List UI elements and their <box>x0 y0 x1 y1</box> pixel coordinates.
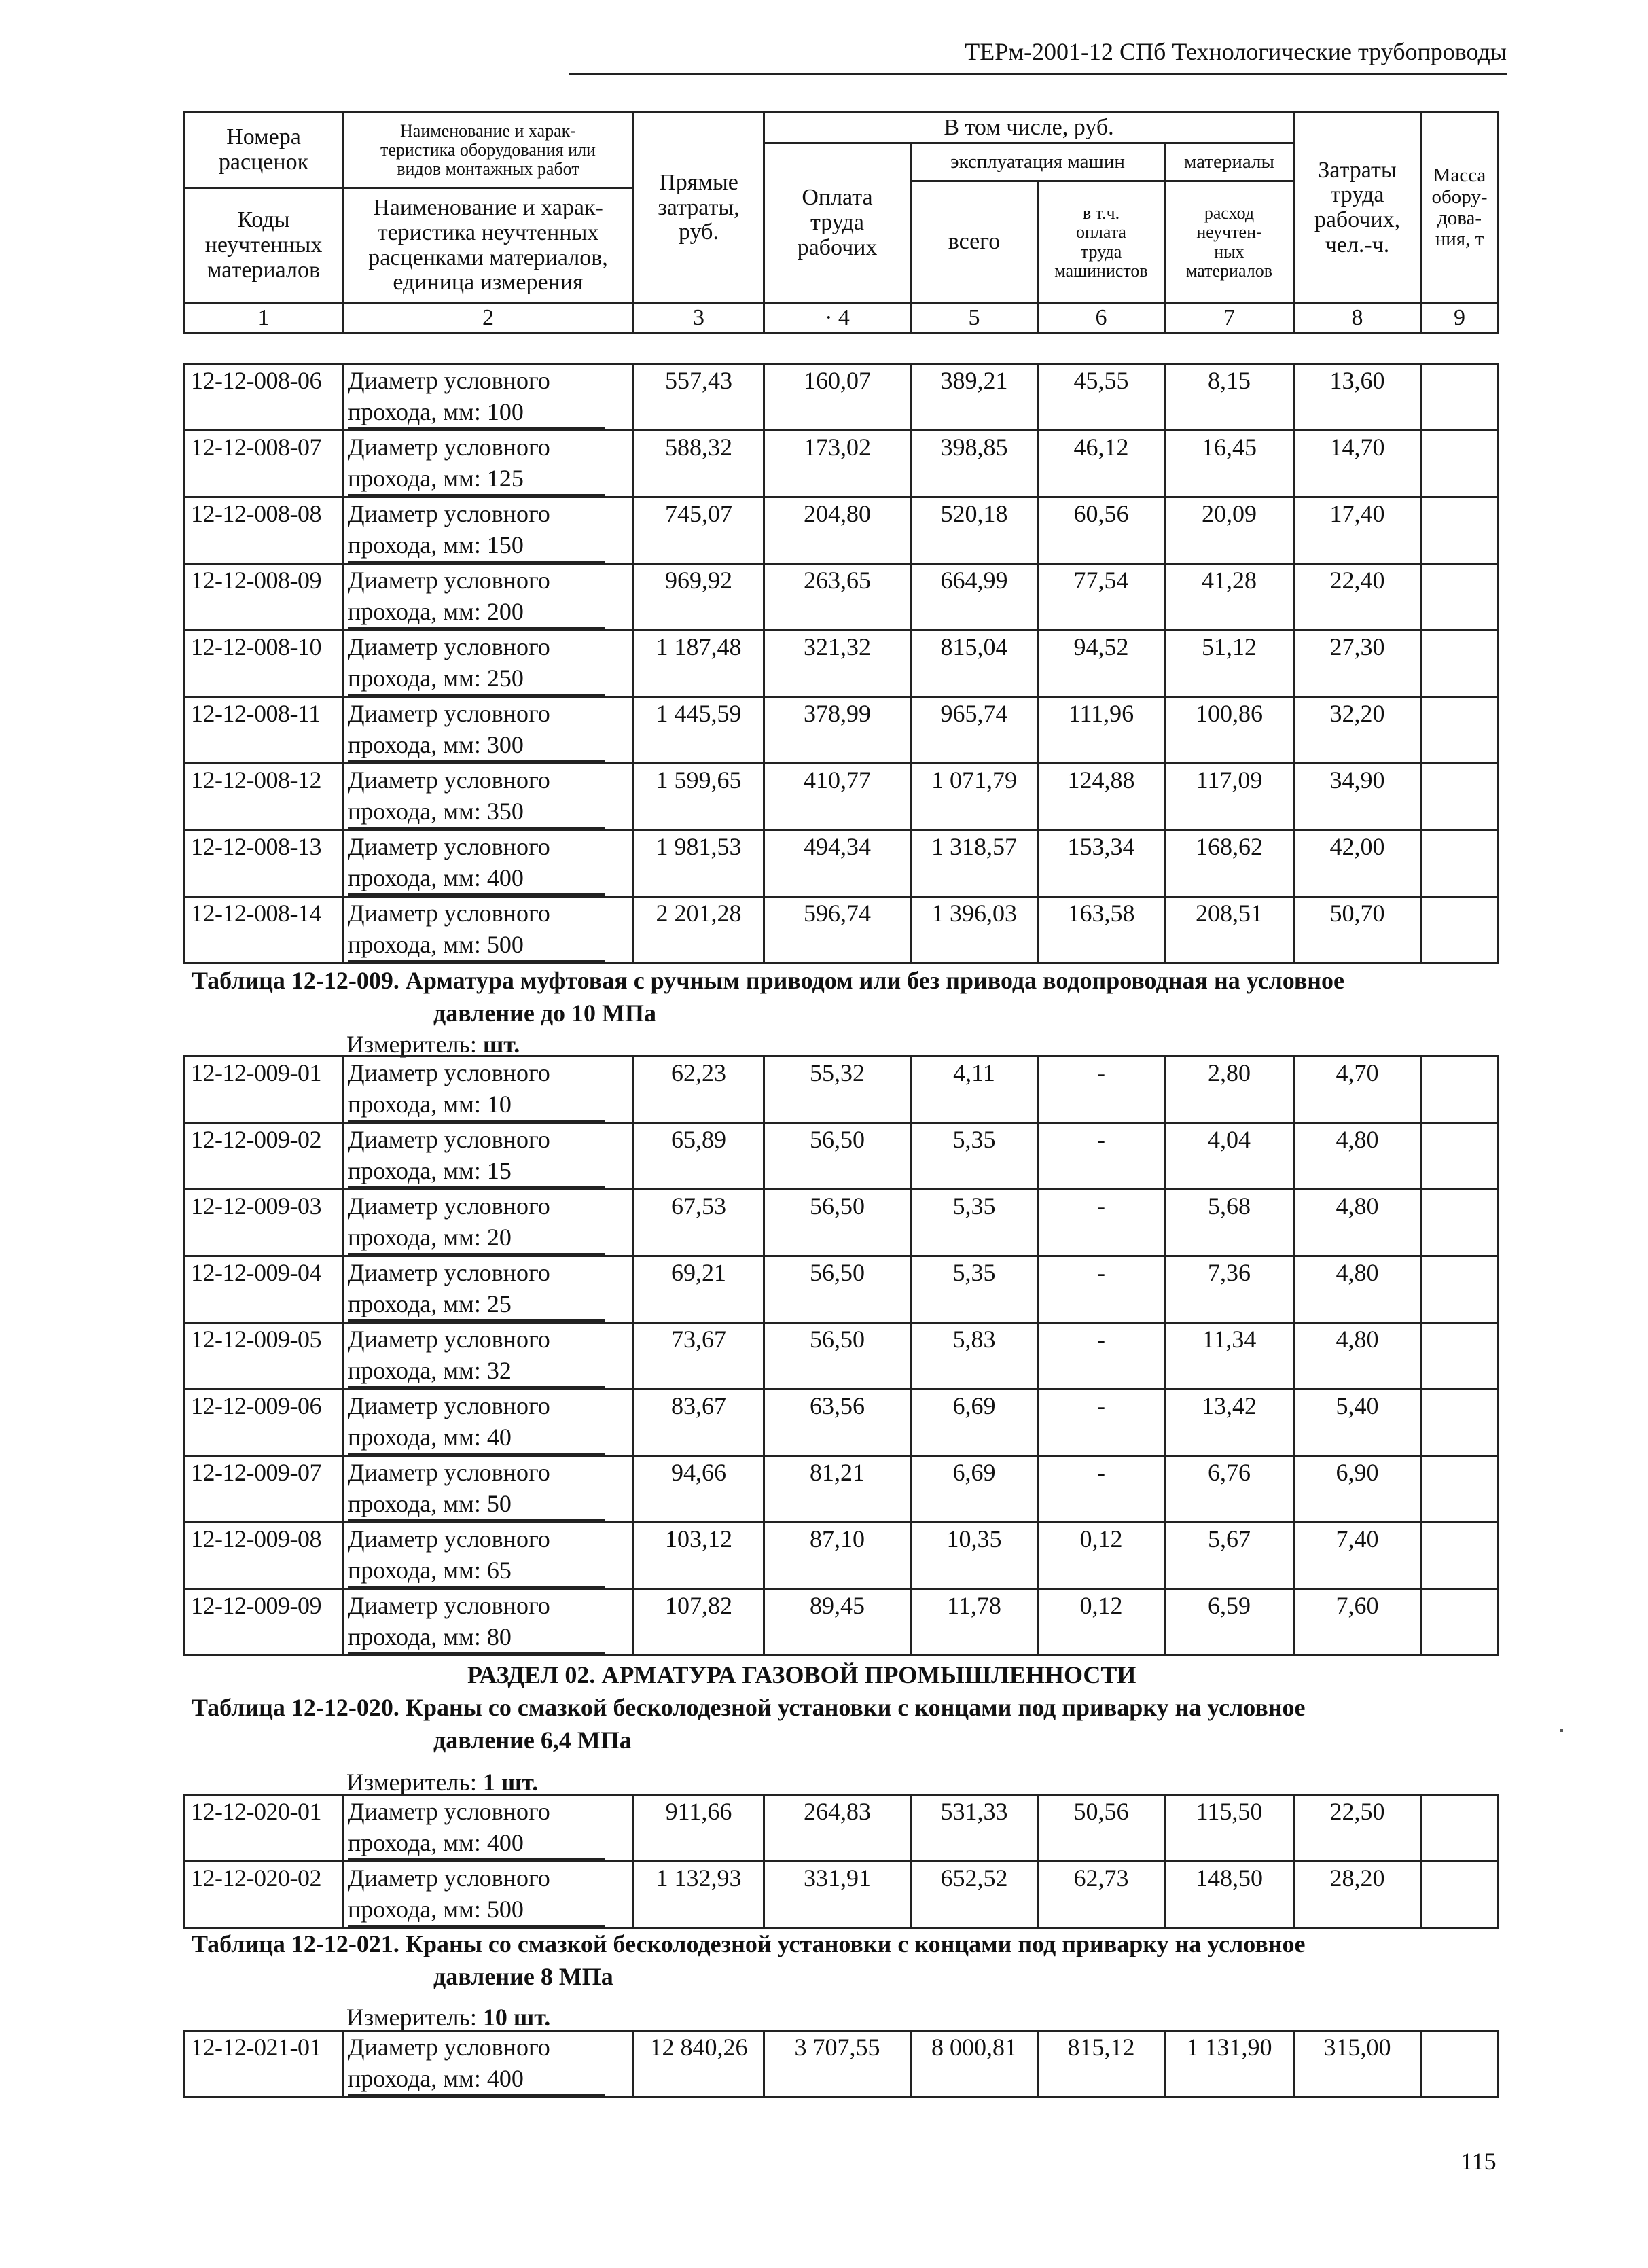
rate-code-cell: 12-12-009-09 <box>185 1589 343 1656</box>
value-cell-c9 <box>1421 1190 1499 1256</box>
col2-header-top: Наименование и харак- теристика оборудования или видов монтажных работ <box>343 113 634 188</box>
col-number: 1 <box>185 304 343 333</box>
value-cell-c7: 2,80 <box>1165 1057 1294 1123</box>
col-number: 6 <box>1038 304 1165 333</box>
value-cell-c4: 321,32 <box>764 631 911 697</box>
materials-subheader: материалы <box>1165 143 1294 181</box>
rate-code-cell: 12-12-020-02 <box>185 1862 343 1928</box>
rate-code-cell: 12-12-009-03 <box>185 1190 343 1256</box>
value-cell-c9 <box>1421 564 1499 631</box>
rate-name-line2: прохода, мм: 100 <box>348 396 605 429</box>
value-cell-c3: 1 187,48 <box>634 631 764 697</box>
rates-table-021 <box>183 2030 1499 2098</box>
value-cell-c9 <box>1421 497 1499 564</box>
value-cell-c6: 124,88 <box>1038 764 1165 830</box>
table-row <box>185 897 1499 963</box>
table-row <box>185 1323 1499 1389</box>
rate-code-cell: 12-12-020-01 <box>185 1795 343 1862</box>
value-cell-c9 <box>1421 1456 1499 1523</box>
value-cell-c7: 1 131,90 <box>1165 2031 1294 2097</box>
value-cell-c9 <box>1421 1795 1499 1862</box>
col4-header: Оплата труда рабочих <box>764 143 911 304</box>
rate-name-line2: прохода, мм: 300 <box>348 729 605 762</box>
col-number: · 4 <box>764 304 911 333</box>
value-cell-c4: 63,56 <box>764 1389 911 1456</box>
value-cell-c8: 4,80 <box>1294 1123 1421 1190</box>
value-cell-c7: 168,62 <box>1165 830 1294 897</box>
value-cell-c4: 264,83 <box>764 1795 911 1862</box>
value-cell-c9 <box>1421 830 1499 897</box>
value-cell-c7: 16,45 <box>1165 431 1294 497</box>
value-cell-c6: 111,96 <box>1038 697 1165 764</box>
rate-name-line2: прохода, мм: 500 <box>348 1894 605 1927</box>
value-cell-c4: 494,34 <box>764 830 911 897</box>
rate-name-line2: прохода, мм: 10 <box>348 1088 605 1122</box>
table-title: Таблица 12-12-009. Арматура муфтовая с ручным приводом или без привода водопроводная на условное <box>192 967 1345 994</box>
value-cell-c5: 5,83 <box>911 1323 1038 1389</box>
value-cell-c4: 3 707,55 <box>764 2031 911 2097</box>
rate-name-cell <box>343 1057 634 1123</box>
col-number: 8 <box>1294 304 1421 333</box>
value-cell-c3: 2 201,28 <box>634 897 764 963</box>
value-cell-c7: 100,86 <box>1165 697 1294 764</box>
value-cell-c6: 62,73 <box>1038 1862 1165 1928</box>
value-cell-c9 <box>1421 431 1499 497</box>
value-cell-c4: 204,80 <box>764 497 911 564</box>
rate-name-cell <box>343 697 634 764</box>
value-cell-c8: 13,60 <box>1294 364 1421 431</box>
rate-name-cell <box>343 897 634 963</box>
value-cell-c3: 107,82 <box>634 1589 764 1656</box>
table-title-continued: давление 8 МПа <box>433 1963 613 1990</box>
rate-code-cell: 12-12-008-11 <box>185 697 343 764</box>
rate-name-line2: прохода, мм: 50 <box>348 1488 605 1521</box>
value-cell-c5: 965,74 <box>911 697 1038 764</box>
col3-header: Прямые затраты, руб. <box>634 113 764 304</box>
rate-name-line1: Диаметр условного <box>348 1326 550 1353</box>
value-cell-c6: - <box>1038 1057 1165 1123</box>
value-cell-c6: 77,54 <box>1038 564 1165 631</box>
col-number: 2 <box>343 304 634 333</box>
rate-name-line1: Диаметр условного <box>348 633 550 660</box>
value-cell-c9 <box>1421 364 1499 431</box>
rate-name-line1: Диаметр условного <box>348 1059 550 1086</box>
table-row <box>185 1256 1499 1323</box>
value-cell-c4: 331,91 <box>764 1862 911 1928</box>
value-cell-c5: 11,78 <box>911 1589 1038 1656</box>
rate-code-cell: 12-12-009-02 <box>185 1123 343 1190</box>
value-cell-c8: 5,40 <box>1294 1389 1421 1456</box>
rate-name-cell <box>343 364 634 431</box>
column-header-table <box>183 111 1499 334</box>
value-cell-c3: 67,53 <box>634 1190 764 1256</box>
table-row <box>185 1589 1499 1656</box>
rate-name-line1: Диаметр условного <box>348 1192 550 1220</box>
value-cell-c8: 14,70 <box>1294 431 1421 497</box>
value-cell-c8: 28,20 <box>1294 1862 1421 1928</box>
value-cell-c3: 69,21 <box>634 1256 764 1323</box>
rate-name-line2: прохода, мм: 25 <box>348 1288 605 1322</box>
value-cell-c6: 46,12 <box>1038 431 1165 497</box>
value-cell-c5: 1 071,79 <box>911 764 1038 830</box>
value-cell-c6: 45,55 <box>1038 364 1165 431</box>
rate-name-line1: Диаметр условного <box>348 1126 550 1153</box>
rate-code-cell: 12-12-008-06 <box>185 364 343 431</box>
rate-name-cell <box>343 431 634 497</box>
rate-name-line2: прохода, мм: 150 <box>348 529 605 563</box>
rates-table-020 <box>183 1794 1499 1929</box>
rate-name-line1: Диаметр условного <box>348 1392 550 1419</box>
value-cell-c4: 263,65 <box>764 564 911 631</box>
value-cell-c7: 4,04 <box>1165 1123 1294 1190</box>
table-row <box>185 1795 1499 1862</box>
rate-name-cell <box>343 564 634 631</box>
value-cell-c8: 32,20 <box>1294 697 1421 764</box>
rate-name-line1: Диаметр условного <box>348 700 550 727</box>
value-cell-c3: 1 599,65 <box>634 764 764 830</box>
rate-name-line1: Диаметр условного <box>348 1592 550 1619</box>
value-cell-c8: 42,00 <box>1294 830 1421 897</box>
value-cell-c8: 17,40 <box>1294 497 1421 564</box>
rate-name-line1: Диаметр условного <box>348 1525 550 1553</box>
value-cell-c5: 5,35 <box>911 1123 1038 1190</box>
col-number: 3 <box>634 304 764 333</box>
value-cell-c5: 520,18 <box>911 497 1038 564</box>
table-title: Таблица 12-12-021. Краны со смазкой бесколодезной установки с концами под приварку на условное <box>192 1930 1306 1957</box>
rate-name-line1: Диаметр условного <box>348 367 550 394</box>
value-cell-c8: 4,80 <box>1294 1323 1421 1389</box>
value-cell-c5: 4,11 <box>911 1057 1038 1123</box>
value-cell-c5: 531,33 <box>911 1795 1038 1862</box>
rate-name-cell <box>343 497 634 564</box>
rate-name-line2: прохода, мм: 40 <box>348 1421 605 1455</box>
rate-name-line2: прохода, мм: 32 <box>348 1355 605 1388</box>
rate-name-cell <box>343 1256 634 1323</box>
table-title-continued: давление 6,4 МПа <box>433 1726 632 1754</box>
rate-code-cell: 12-12-009-04 <box>185 1256 343 1323</box>
rate-name-line1: Диаметр условного <box>348 766 550 794</box>
value-cell-c6: - <box>1038 1389 1165 1456</box>
rate-name-line2: прохода, мм: 400 <box>348 2063 605 2096</box>
value-cell-c6: - <box>1038 1123 1165 1190</box>
rate-name-cell <box>343 1589 634 1656</box>
rate-name-line2: прохода, мм: 80 <box>348 1621 605 1654</box>
scan-speck <box>1560 1729 1563 1732</box>
value-cell-c7: 51,12 <box>1165 631 1294 697</box>
value-cell-c4: 56,50 <box>764 1323 911 1389</box>
rate-name-cell <box>343 1323 634 1389</box>
rate-code-cell: 12-12-009-07 <box>185 1456 343 1523</box>
value-cell-c7: 5,67 <box>1165 1523 1294 1589</box>
rate-name-line1: Диаметр условного <box>348 1259 550 1286</box>
value-cell-c9 <box>1421 697 1499 764</box>
value-cell-c7: 41,28 <box>1165 564 1294 631</box>
col5-header: всего <box>911 181 1038 304</box>
rate-name-line2: прохода, мм: 250 <box>348 662 605 696</box>
rate-code-cell: 12-12-009-08 <box>185 1523 343 1589</box>
machines-subheader: эксплуатация машин <box>911 143 1165 181</box>
rate-name-line2: прохода, мм: 15 <box>348 1155 605 1188</box>
table-row <box>185 1523 1499 1589</box>
value-cell-c7: 6,59 <box>1165 1589 1294 1656</box>
col6-header: в т.ч. оплата труда машинистов <box>1038 181 1165 304</box>
col8-header: Затраты труда рабочих, чел.-ч. <box>1294 113 1421 304</box>
value-cell-c9 <box>1421 1323 1499 1389</box>
value-cell-c6: 163,58 <box>1038 897 1165 963</box>
rate-name-line2: прохода, мм: 200 <box>348 596 605 629</box>
value-cell-c5: 1 396,03 <box>911 897 1038 963</box>
value-cell-c3: 911,66 <box>634 1795 764 1862</box>
value-cell-c3: 969,92 <box>634 564 764 631</box>
rate-name-cell <box>343 1190 634 1256</box>
value-cell-c9 <box>1421 1057 1499 1123</box>
value-cell-c3: 83,67 <box>634 1389 764 1456</box>
value-cell-c5: 389,21 <box>911 364 1038 431</box>
value-cell-c5: 652,52 <box>911 1862 1038 1928</box>
value-cell-c8: 315,00 <box>1294 2031 1421 2097</box>
value-cell-c9 <box>1421 1389 1499 1456</box>
measure-unit: Измеритель: 10 шт. <box>346 2004 551 2031</box>
page-number: 115 <box>1461 2148 1497 2175</box>
value-cell-c7: 11,34 <box>1165 1323 1294 1389</box>
value-cell-c4: 596,74 <box>764 897 911 963</box>
rate-name-line1: Диаметр условного <box>348 433 550 461</box>
value-cell-c5: 1 318,57 <box>911 830 1038 897</box>
value-cell-c6: - <box>1038 1256 1165 1323</box>
value-cell-c7: 8,15 <box>1165 364 1294 431</box>
value-cell-c3: 73,67 <box>634 1323 764 1389</box>
value-cell-c3: 745,07 <box>634 497 764 564</box>
table-row <box>185 2031 1499 2097</box>
table-row <box>185 497 1499 564</box>
value-cell-c5: 5,35 <box>911 1190 1038 1256</box>
rate-name-line2: прохода, мм: 65 <box>348 1555 605 1588</box>
value-cell-c3: 557,43 <box>634 364 764 431</box>
rate-name-cell <box>343 830 634 897</box>
value-cell-c4: 173,02 <box>764 431 911 497</box>
rate-code-cell: 12-12-009-01 <box>185 1057 343 1123</box>
col1-header-bottom: Коды неучтенных материалов <box>185 188 343 304</box>
value-cell-c5: 10,35 <box>911 1523 1038 1589</box>
value-cell-c3: 1 445,59 <box>634 697 764 764</box>
table-row <box>185 1389 1499 1456</box>
value-cell-c3: 1 981,53 <box>634 830 764 897</box>
value-cell-c7: 117,09 <box>1165 764 1294 830</box>
value-cell-c8: 4,70 <box>1294 1057 1421 1123</box>
value-cell-c9 <box>1421 1256 1499 1323</box>
value-cell-c7: 208,51 <box>1165 897 1294 963</box>
value-cell-c3: 94,66 <box>634 1456 764 1523</box>
table-row <box>185 564 1499 631</box>
value-cell-c5: 6,69 <box>911 1389 1038 1456</box>
value-cell-c8: 27,30 <box>1294 631 1421 697</box>
value-cell-c5: 815,04 <box>911 631 1038 697</box>
value-cell-c3: 588,32 <box>634 431 764 497</box>
rate-name-line2: прохода, мм: 20 <box>348 1222 605 1255</box>
rate-name-line2: прохода, мм: 400 <box>348 1827 605 1860</box>
value-cell-c6: 0,12 <box>1038 1589 1165 1656</box>
rate-name-cell <box>343 631 634 697</box>
value-cell-c8: 4,80 <box>1294 1190 1421 1256</box>
running-header <box>569 30 1507 75</box>
value-cell-c9 <box>1421 764 1499 830</box>
value-cell-c5: 8 000,81 <box>911 2031 1038 2097</box>
value-cell-c8: 22,40 <box>1294 564 1421 631</box>
value-cell-c9 <box>1421 1862 1499 1928</box>
value-cell-c9 <box>1421 631 1499 697</box>
value-cell-c4: 410,77 <box>764 764 911 830</box>
value-cell-c6: - <box>1038 1323 1165 1389</box>
rate-code-cell: 12-12-008-10 <box>185 631 343 697</box>
value-cell-c6: - <box>1038 1456 1165 1523</box>
value-cell-c9 <box>1421 1589 1499 1656</box>
rate-code-cell: 12-12-008-08 <box>185 497 343 564</box>
value-cell-c8: 7,60 <box>1294 1589 1421 1656</box>
value-cell-c8: 50,70 <box>1294 897 1421 963</box>
value-cell-c6: 153,34 <box>1038 830 1165 897</box>
value-cell-c7: 115,50 <box>1165 1795 1294 1862</box>
rate-name-line1: Диаметр условного <box>348 2034 550 2061</box>
value-cell-c5: 664,99 <box>911 564 1038 631</box>
table-row <box>185 1057 1499 1123</box>
measure-unit: Измеритель: шт. <box>346 1031 520 1058</box>
table-row <box>185 1123 1499 1190</box>
rate-code-cell: 12-12-008-14 <box>185 897 343 963</box>
value-cell-c7: 7,36 <box>1165 1256 1294 1323</box>
value-cell-c3: 65,89 <box>634 1123 764 1190</box>
value-cell-c4: 81,21 <box>764 1456 911 1523</box>
value-cell-c3: 12 840,26 <box>634 2031 764 2097</box>
value-cell-c4: 89,45 <box>764 1589 911 1656</box>
value-cell-c3: 103,12 <box>634 1523 764 1589</box>
value-cell-c6: 815,12 <box>1038 2031 1165 2097</box>
table-title-continued: давление до 10 МПа <box>433 999 657 1027</box>
rate-name-cell <box>343 2031 634 2097</box>
table-row <box>185 1190 1499 1256</box>
value-cell-c4: 87,10 <box>764 1523 911 1589</box>
rate-name-line1: Диаметр условного <box>348 567 550 594</box>
value-cell-c4: 56,50 <box>764 1256 911 1323</box>
value-cell-c4: 56,50 <box>764 1123 911 1190</box>
rate-code-cell: 12-12-021-01 <box>185 2031 343 2097</box>
value-cell-c5: 5,35 <box>911 1256 1038 1323</box>
value-cell-c7: 5,68 <box>1165 1190 1294 1256</box>
col2-header-bottom: Наименование и харак- теристика неучтенных расценками материалов, единица измерения <box>343 188 634 304</box>
value-cell-c9 <box>1421 1523 1499 1589</box>
table-row <box>185 364 1499 431</box>
rate-name-cell <box>343 1456 634 1523</box>
section-title: РАЗДЕЛ 02. АРМАТУРА ГАЗОВОЙ ПРОМЫШЛЕННОСТИ <box>467 1661 1136 1688</box>
rate-name-line1: Диаметр условного <box>348 900 550 927</box>
rate-name-line1: Диаметр условного <box>348 1459 550 1486</box>
value-cell-c6: 50,56 <box>1038 1795 1165 1862</box>
value-cell-c7: 148,50 <box>1165 1862 1294 1928</box>
table-row <box>185 764 1499 830</box>
measure-unit: Измеритель: 1 шт. <box>346 1769 539 1796</box>
value-cell-c8: 7,40 <box>1294 1523 1421 1589</box>
value-cell-c9 <box>1421 1123 1499 1190</box>
table-row <box>185 830 1499 897</box>
table-row <box>185 1456 1499 1523</box>
value-cell-c5: 398,85 <box>911 431 1038 497</box>
value-cell-c8: 34,90 <box>1294 764 1421 830</box>
rate-code-cell: 12-12-008-09 <box>185 564 343 631</box>
running-header-text: ТЕРм-2001-12 СПб Технологические трубопроводы <box>965 38 1507 65</box>
value-cell-c3: 1 132,93 <box>634 1862 764 1928</box>
rates-table-008 <box>183 363 1499 964</box>
table-row <box>185 1862 1499 1928</box>
value-cell-c7: 6,76 <box>1165 1456 1294 1523</box>
table-title: Таблица 12-12-020. Краны со смазкой бесколодезной установки с концами под приварку на условное <box>192 1694 1306 1721</box>
col1-header-top: Номера расценок <box>185 113 343 188</box>
table-row <box>185 697 1499 764</box>
value-cell-c4: 56,50 <box>764 1190 911 1256</box>
rate-name-line1: Диаметр условного <box>348 1864 550 1892</box>
rate-name-line1: Диаметр условного <box>348 500 550 527</box>
value-cell-c4: 55,32 <box>764 1057 911 1123</box>
value-cell-c6: 60,56 <box>1038 497 1165 564</box>
rate-name-line2: прохода, мм: 125 <box>348 463 605 496</box>
rate-code-cell: 12-12-008-12 <box>185 764 343 830</box>
rate-name-cell <box>343 764 634 830</box>
rates-table-009 <box>183 1055 1499 1656</box>
rate-name-cell <box>343 1389 634 1456</box>
rate-name-line1: Диаметр условного <box>348 833 550 860</box>
col-number: 5 <box>911 304 1038 333</box>
value-cell-c6: 94,52 <box>1038 631 1165 697</box>
value-cell-c6: 0,12 <box>1038 1523 1165 1589</box>
rate-code-cell: 12-12-009-06 <box>185 1389 343 1456</box>
value-cell-c8: 6,90 <box>1294 1456 1421 1523</box>
table-row <box>185 431 1499 497</box>
rate-name-line1: Диаметр условного <box>348 1798 550 1825</box>
value-cell-c8: 22,50 <box>1294 1795 1421 1862</box>
value-cell-c7: 20,09 <box>1165 497 1294 564</box>
value-cell-c4: 160,07 <box>764 364 911 431</box>
value-cell-c5: 6,69 <box>911 1456 1038 1523</box>
rate-name-cell <box>343 1862 634 1928</box>
group-header: В том числе, руб. <box>764 113 1294 143</box>
table-row <box>185 631 1499 697</box>
col7-header: расход неучтен- ных материалов <box>1165 181 1294 304</box>
rate-name-line2: прохода, мм: 400 <box>348 862 605 896</box>
col-number: 9 <box>1421 304 1499 333</box>
rate-name-line2: прохода, мм: 350 <box>348 796 605 829</box>
value-cell-c3: 62,23 <box>634 1057 764 1123</box>
rate-name-line2: прохода, мм: 500 <box>348 929 605 962</box>
col-number: 7 <box>1165 304 1294 333</box>
col9-header: Масса обору- дова- ния, т <box>1421 113 1499 304</box>
value-cell-c9 <box>1421 2031 1499 2097</box>
rate-name-cell <box>343 1795 634 1862</box>
rate-code-cell: 12-12-009-05 <box>185 1323 343 1389</box>
value-cell-c8: 4,80 <box>1294 1256 1421 1323</box>
rate-name-cell <box>343 1523 634 1589</box>
rate-code-cell: 12-12-008-07 <box>185 431 343 497</box>
value-cell-c9 <box>1421 897 1499 963</box>
value-cell-c4: 378,99 <box>764 697 911 764</box>
rate-code-cell: 12-12-008-13 <box>185 830 343 897</box>
value-cell-c6: - <box>1038 1190 1165 1256</box>
value-cell-c7: 13,42 <box>1165 1389 1294 1456</box>
rate-name-cell <box>343 1123 634 1190</box>
